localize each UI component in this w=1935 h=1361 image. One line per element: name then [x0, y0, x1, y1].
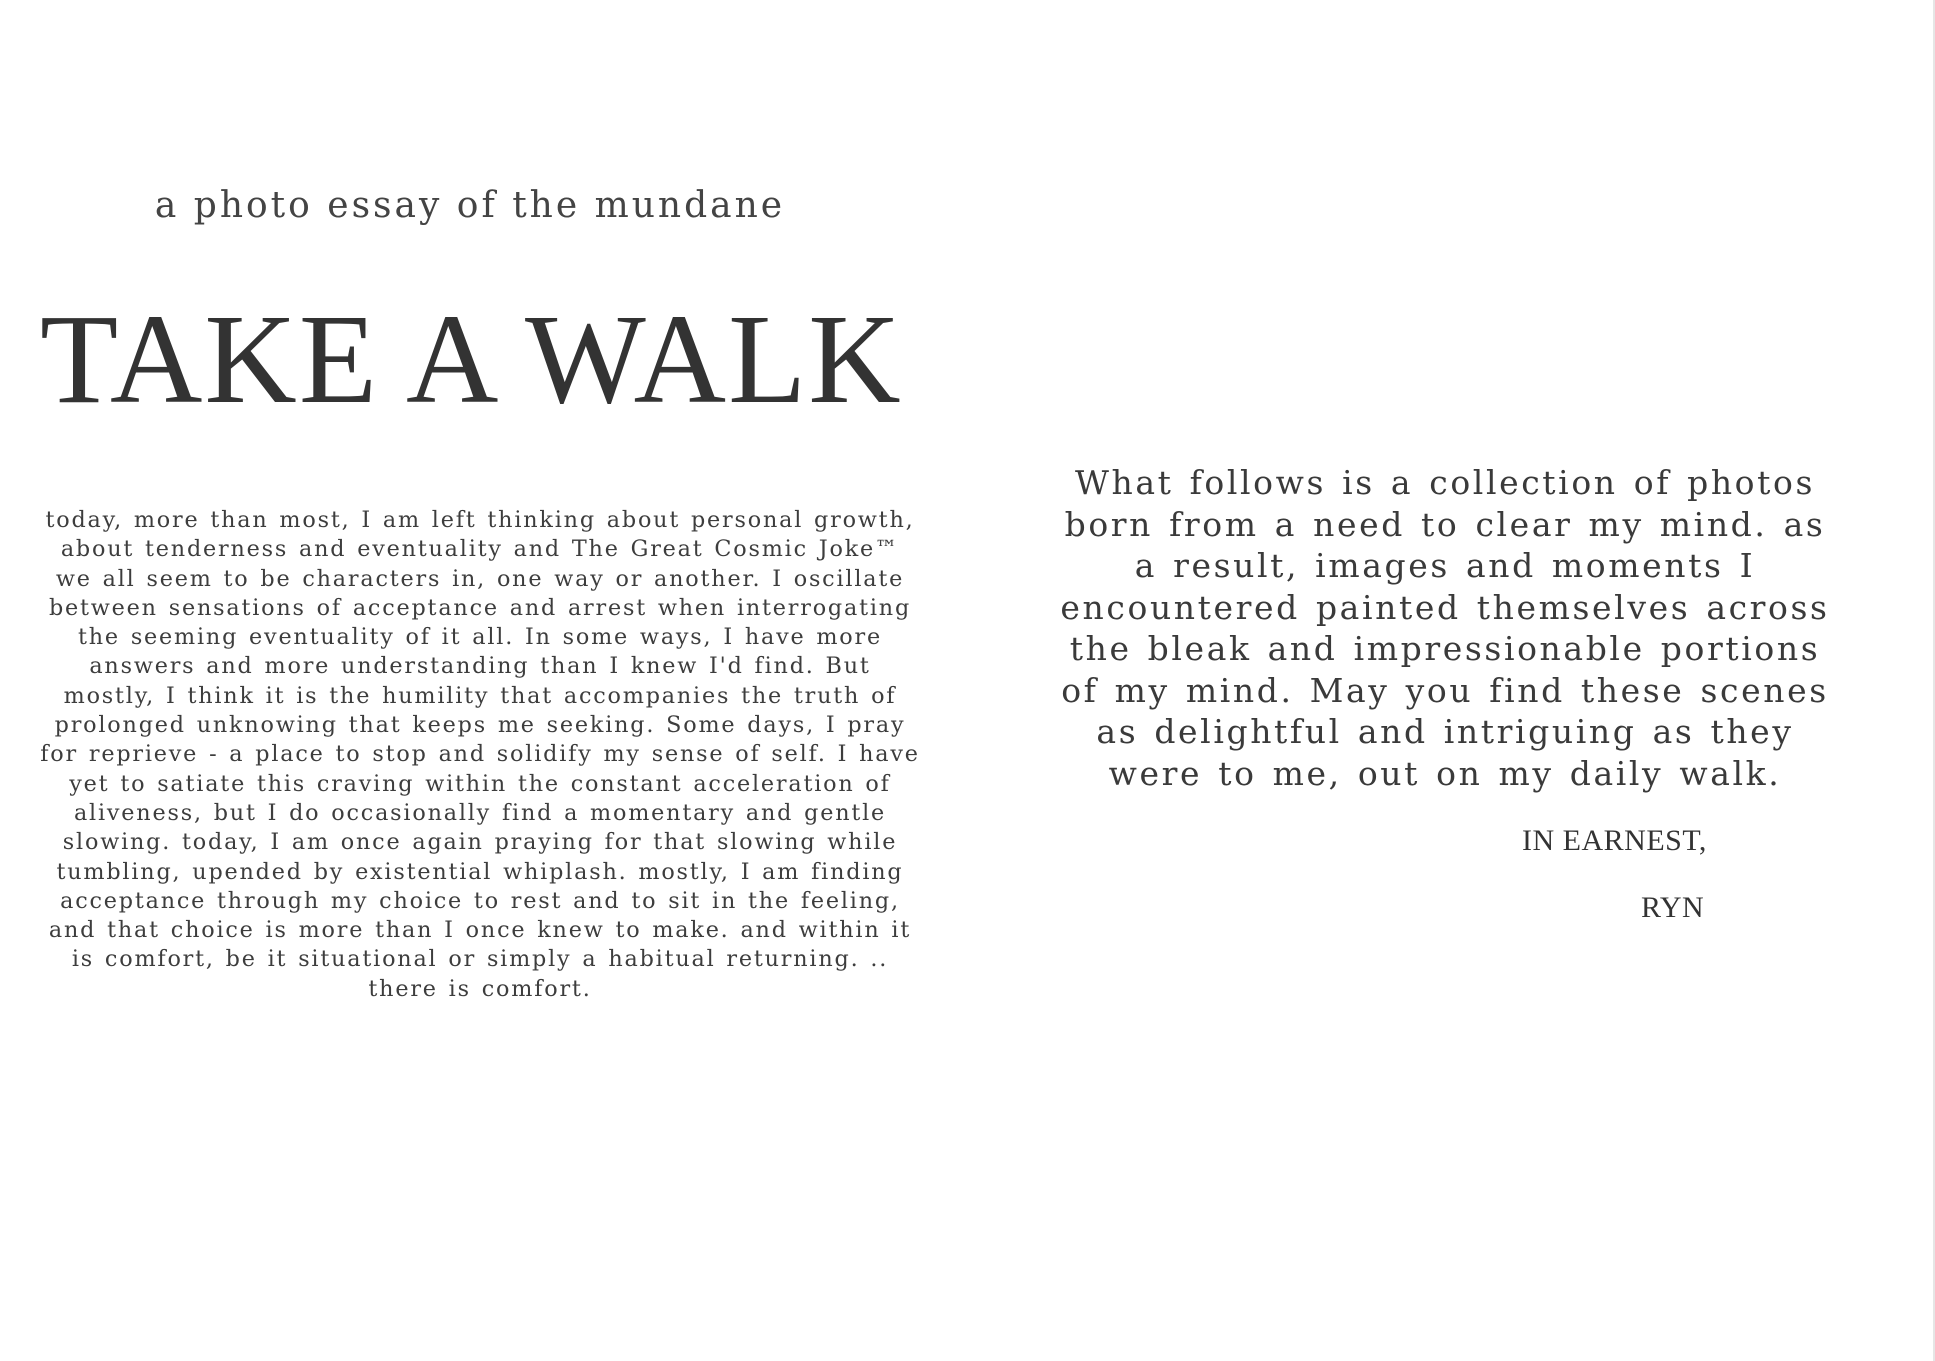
- intro-paragraph: What follows is a collection of photos born from a need to clear my mind. as a result, images and moments I encountered painted themselves across the bleak and impressionable portions of my mind. May you find these scenes as delightful and intriguing as they were to me, out on my daily walk.: [1060, 463, 1830, 793]
- signoff-line: IN EARNEST,: [1522, 824, 1707, 857]
- essay-subtitle: a photo essay of the mundane: [154, 185, 786, 226]
- author-signature: RYN: [1641, 891, 1705, 924]
- essay-title: TAKE A WALK: [40, 288, 903, 430]
- essay-body-text: today, more than most, I am left thinking about personal growth, about tenderness and eventuality and The Great Cosmic Joke™ we all seem to be characters in, one way or another. I oscillate between sensations of acceptance and arrest when interrogating the seeming eventuality of it all. In some ways, I have more answers and more understanding than I knew I'd find. But mostly, I think it is the humility that accompanies the truth of prolonged unknowing that keeps me seeking. Some days, I pray for reprieve - a place to stop and solidify my sense of self. I have yet to satiate this craving within the constant acceleration of aliveness, but I do occasionally find a momentary and gentle slowing. today, I am once again praying for that slowing while tumbling, upended by existential whiplash. mostly, I am finding acceptance through my choice to rest and to sit in the feeling, and that choice is more than I once knew to make. and within it is comfort, be it situational or simply a habitual returning. .. there is comfort.: [40, 507, 920, 1002]
